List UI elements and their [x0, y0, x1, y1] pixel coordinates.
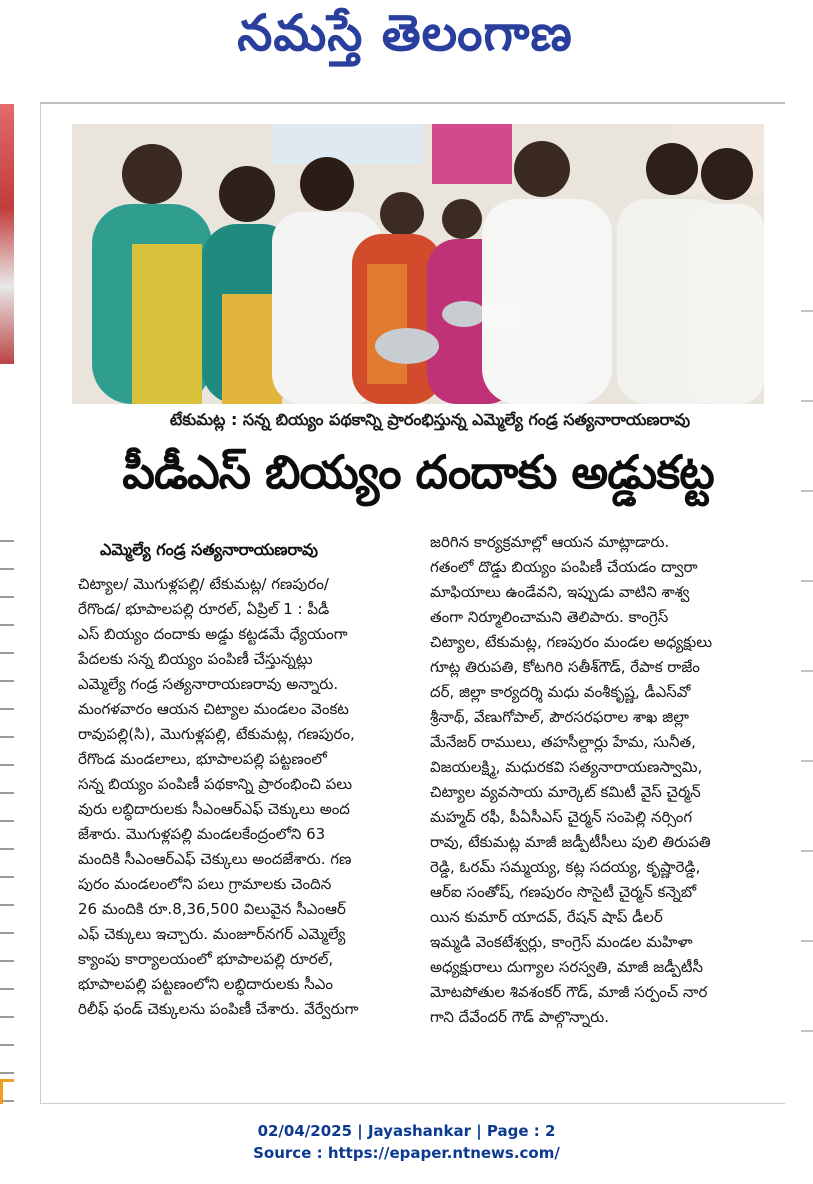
article-line: జరిగిన కార్యక్రమాల్లో ఆయన మాట్లాడారు.	[430, 533, 670, 551]
article-line: రావు, టేకుమట్ల మాజీ జడ్పీటీసీలు పులి తిరుపతి	[430, 833, 711, 851]
article-line: రేగొండ మండలాలు, భూపాలపల్లి పట్టణంలో	[78, 750, 327, 768]
article-line: ఎమ్మెల్యే గండ్ర సత్యనారాయణరావు అన్నారు.	[78, 675, 339, 693]
article-line: దర్, జిల్లా కార్యదర్శి మధు వంశీకృష్ణ, డీఎస్‌వో	[430, 683, 691, 701]
article-line: రెడ్డి, ఓరమ్ సమ్మయ్య, కట్ల సదయ్య, కృష్ణారెడ్డి,	[430, 858, 701, 876]
article-line: 26 మందికి రూ.8,36,500 విలువైన సీఎంఆర్	[78, 900, 346, 918]
article-line: రిలీఫ్ ఫండ్ చెక్కులను పంపిణీ చేశారు. వేర్వేరుగా	[78, 1000, 359, 1018]
page-footer	[0, 1120, 813, 1164]
article-line: తంగా నిర్మూలించామని తెలిపారు. కాంగ్రెస్	[430, 608, 669, 626]
photo-caption: టేకుమట్ల : సన్న బియ్యం పథకాన్ని ప్రారంభిస్తున్న ఎమ్మెల్యే గండ్ర సత్యనారాయణరావు	[169, 410, 691, 429]
article-line: ఆర్ఐ సంతోష్, గణపురం సొసైటీ చైర్మన్ కన్నెబో	[430, 883, 697, 901]
article-line: భూపాలపల్లి పట్టణంలోని లబ్ధిదారులకు సీఎం	[78, 975, 334, 993]
article-line: చిట్యాల/ మొగుళ్లపల్లి/ టేకుమట్ల/ గణపురం/	[78, 575, 329, 593]
article-line: మహ్మద్ రఫీ, పీఏసీఎస్ చైర్మన్ సంపెల్లి నర్సింగ	[430, 808, 693, 826]
newspaper-masthead: నమస్తే తెలంగాణ	[237, 3, 573, 62]
article-line: మంగళవారం ఆయన చిట్యాల మండలం వెంకట	[78, 700, 349, 718]
footer-edition-info: 02/04/2025 | Jayashankar | Page : 2	[257, 1122, 556, 1140]
article-column-left	[78, 572, 413, 1022]
article-line: క్యాంపు కార్యాలయంలో భూపాలపల్లి రూరల్,	[78, 950, 334, 968]
article-line: రావుపల్లి(సి), మొగుళ్లపల్లి, టేకుమట్ల, గణపురం,	[78, 725, 355, 743]
article-line: పురం మండలంలోని పలు గ్రామాలకు చెందిన	[78, 875, 332, 893]
article-line: యిన కుమార్ యాదవ్, రేషన్ షాప్ డీలర్	[430, 908, 663, 926]
article-line: చిట్యాల, టేకుమట్ల, గణపురం మండల అధ్యక్షులు	[430, 633, 713, 651]
article-line: శ్రీనాథ్, వేణుగోపాల్, పౌరసరఫరాల శాఖ జిల్లా	[430, 708, 689, 726]
article-line: ఎఫ్ చెక్కులు ఇచ్చారు. మంజూర్‌నగర్ ఎమ్మెల్యే	[78, 925, 346, 943]
adjacent-article-right-edge	[801, 250, 813, 1110]
news-photo	[72, 124, 764, 404]
column-divider-left	[40, 104, 41, 1104]
article-line: జేశారు. మొగుళ్లపల్లి మండలకేంద్రంలోని 63	[78, 825, 326, 843]
article-headline: పీడీఎస్ బియ్యం దందాకు అడ్డుకట్ట	[122, 445, 714, 499]
article-line: వురు లబ్ధిదారులకు సీఎంఆర్ఎఫ్ చెక్కులు అంద	[78, 800, 350, 818]
article-line: మోటపోతుల శివశంకర్ గౌడ్, మాజీ సర్పంచ్ నార	[430, 983, 708, 1001]
article-line: సన్న బియ్యం పంపిణీ పథకాన్ని ప్రారంభించి పలు	[78, 775, 353, 793]
article-line: ఎస్ బియ్యం దందాకు అడ్డు కట్టడమే ధ్యేయంగా	[78, 625, 348, 643]
article-line: గాని దేవేందర్ గౌడ్ పాల్గొన్నారు.	[430, 1008, 609, 1026]
article-line: రేగొండ/ భూపాలపల్లి రూరల్, ఏప్రిల్ 1 : పీడీ	[78, 600, 330, 618]
article-line: గతంలో దొడ్డు బియ్యం పంపిణీ చేయడం ద్వారా	[430, 558, 698, 576]
article-line: అధ్యక్షురాలు దుగ్యాల సరస్వతి, మాజీ జడ్పీటీసీ	[430, 958, 703, 976]
article-line: మందికి సీఎంఆర్ఎఫ్ చెక్కులు అందజేశారు. గణ	[78, 850, 352, 868]
top-divider	[40, 102, 785, 104]
article-byline: ఎమ్మెల్యే గండ్ర సత్యనారాయణరావు	[100, 540, 318, 559]
article-line: విజయలక్ష్మి, మధురకవి సత్యనారాయణస్వామి,	[430, 758, 703, 776]
bottom-divider	[40, 1103, 785, 1104]
article-line: పేదలకు సన్న బియ్యం పంపిణీ చేస్తున్నట్లు	[78, 650, 313, 668]
article-line: చిట్యాల వ్యవసాయ మార్కెట్ కమిటీ వైస్ చైర్మన్	[430, 783, 701, 801]
footer-source: Source : https://epaper.ntnews.com/	[253, 1144, 560, 1162]
article-line: ఇమ్మడి వెంకటేశ్వర్లు, కాంగ్రెస్ మండల మహిళా	[430, 933, 693, 951]
article-line: మేనేజర్ రాములు, తహసీల్దార్లు హేమ, సునీత,	[430, 733, 696, 751]
article-line: గూట్ల తిరుపతి, కోటగిరి సతీశ్‌గౌడ్, రేపాక రాజేం	[430, 658, 700, 676]
adjacent-article-left-edge	[0, 104, 14, 1104]
article-line: మాఫియాలు ఉండేవని, ఇప్పుడు వాటిని శాశ్వ	[430, 583, 690, 601]
article-column-right	[430, 530, 770, 1030]
